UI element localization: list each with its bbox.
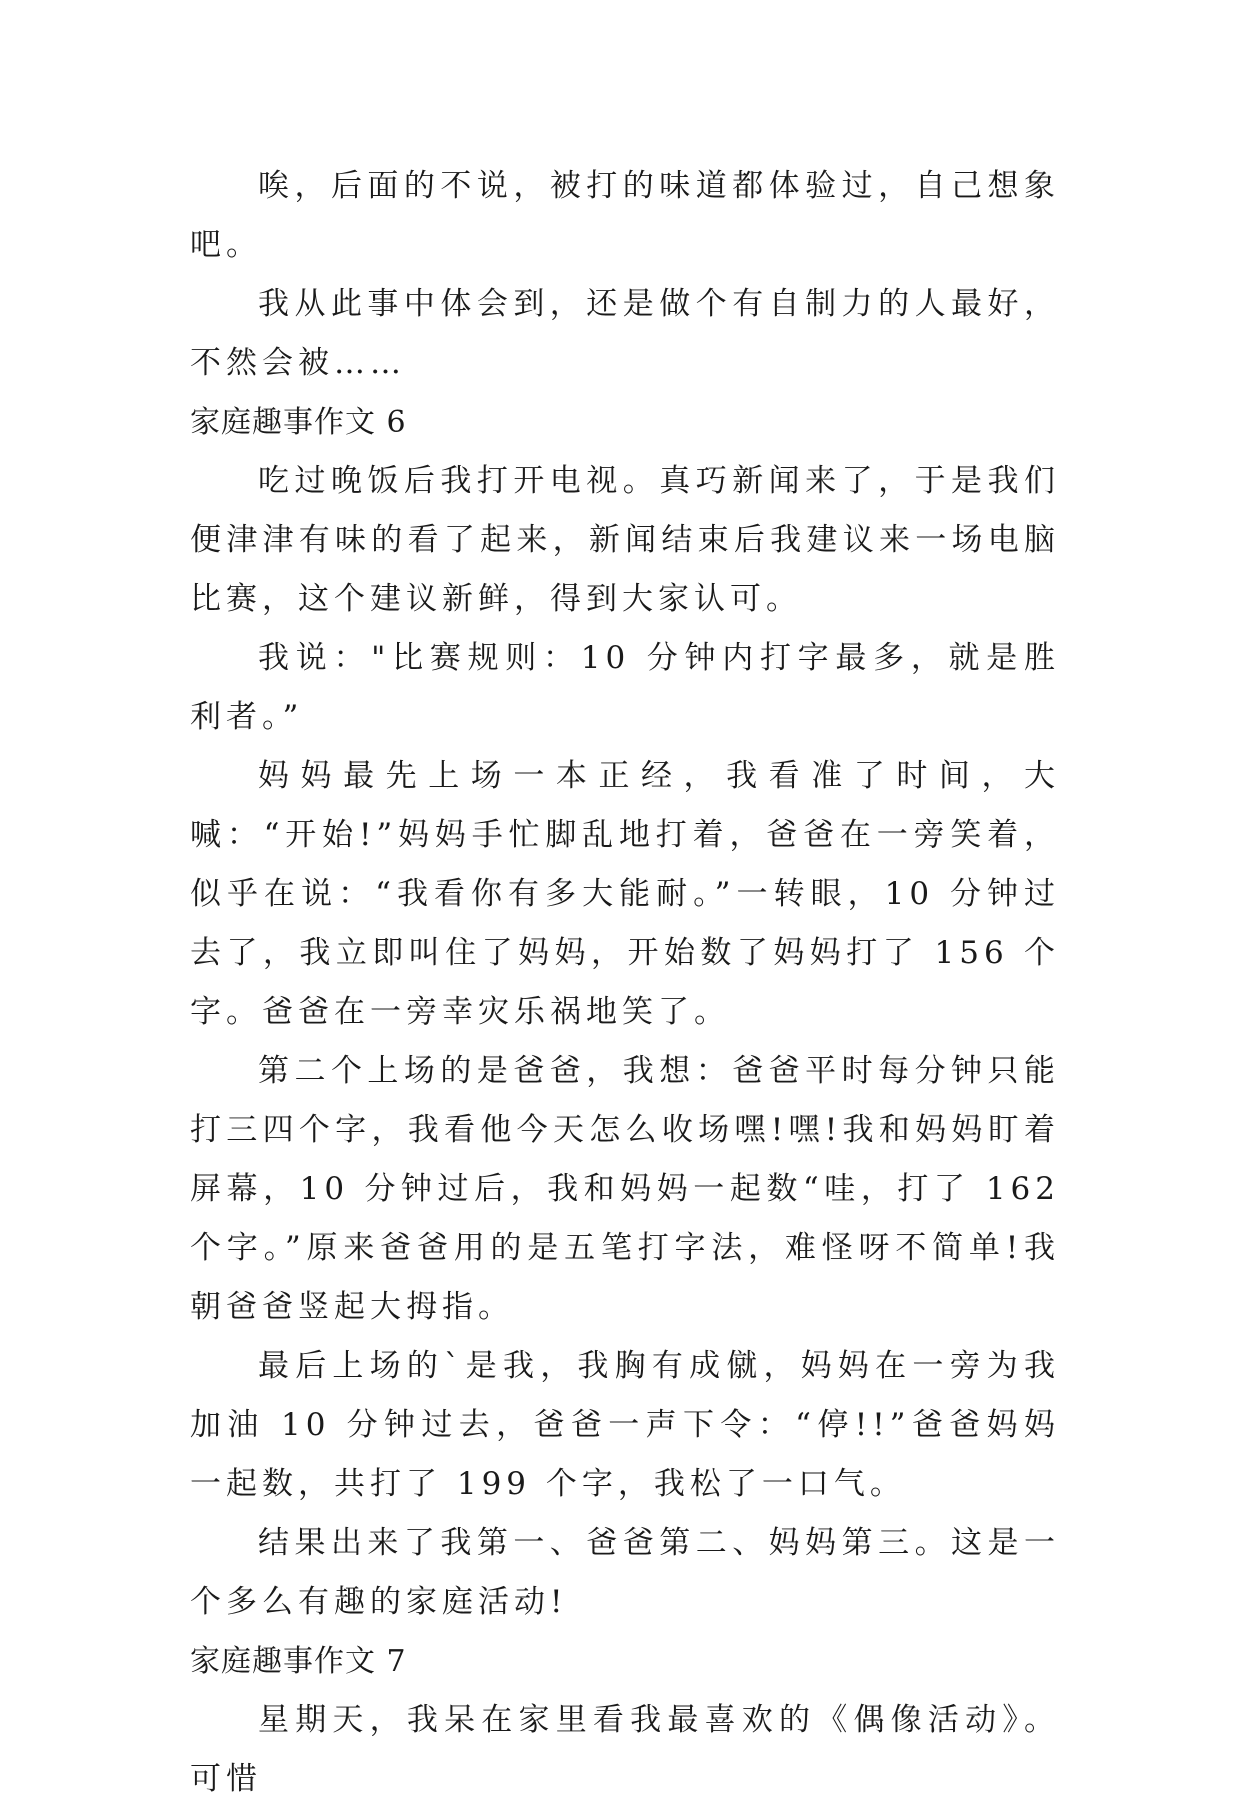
paragraph: 结果出来了我第一、爸爸第二、妈妈第三。这是一个多么有趣的家庭活动!: [190, 1525, 1060, 1620]
paragraph: 唉，后面的不说，被打的味道都体验过，自己想象吧。: [190, 168, 1060, 263]
paragraph: 我从此事中体会到，还是做个有自制力的人最好，不然会被……: [190, 286, 1060, 381]
paragraph: 最后上场的`是我，我胸有成僦，妈妈在一旁为我加油 10 分钟过去，爸爸一声下令：“停!!”爸爸妈妈一起数，共打了 199 个字，我松了一口气。: [190, 1348, 1060, 1502]
paragraph: 妈妈最先上场一本正经，我看准了时间，大喊：“开始!”妈妈手忙脚乱地打着，爸爸在一旁笑着，似乎在说：“我看你有多大能耐。”一转眼，10 分钟过去了，我立即叫住了妈妈，开始数了妈妈打了 156 个字。爸爸在一旁幸灾乐祸地笑了。: [190, 758, 1060, 1030]
paragraph: 星期天，我呆在家里看我最喜欢的《偶像活动》。可惜: [190, 1702, 1060, 1797]
essay-heading: 家庭趣事作文 7: [190, 1644, 407, 1679]
essay-heading: 家庭趣事作文 6: [190, 405, 407, 440]
document-body: [190, 157, 1060, 1809]
paragraph: 我说："比赛规则：10 分钟内打字最多，就是胜利者。”: [190, 640, 1060, 735]
paragraph: 第二个上场的是爸爸，我想：爸爸平时每分钟只能打三四个字，我看他今天怎么收场嘿!嘿!我和妈妈盯着屏幕，10 分钟过后，我和妈妈一起数“哇，打了 162 个字。”原来爸爸用的是五笔打字法，难怪呀不简单!我朝爸爸竖起大拇指。: [190, 1053, 1060, 1325]
paragraph: 吃过晚饭后我打开电视。真巧新闻来了，于是我们便津津有味的看了起来，新闻结束后我建议来一场电脑比赛，这个建议新鲜，得到大家认可。: [190, 463, 1060, 617]
